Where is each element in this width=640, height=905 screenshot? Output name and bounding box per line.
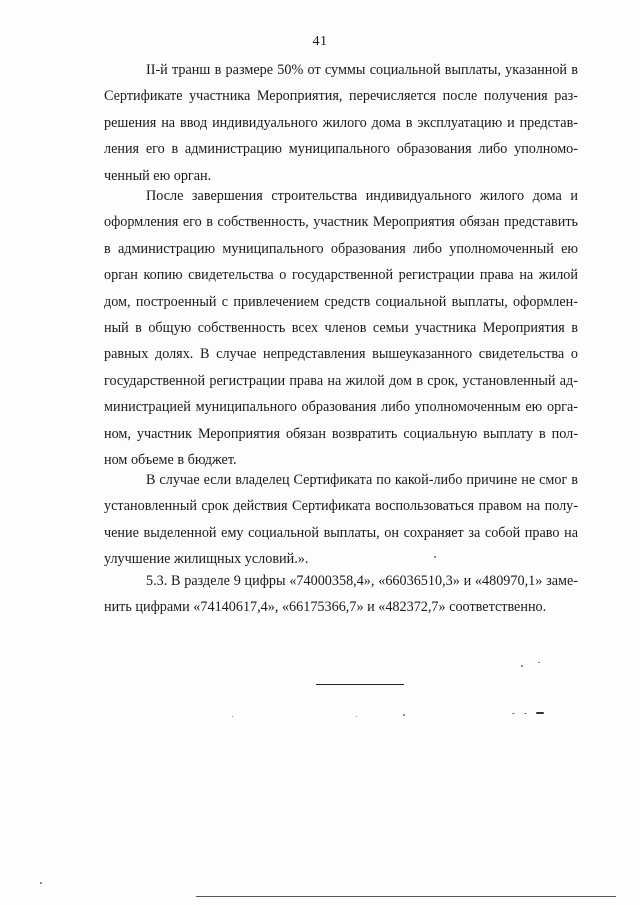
paragraph-second-tranche: [104, 57, 578, 189]
paragraph-line: нить цифрами «74140617,4», «66175366,7» и «482372,7» соответственно.: [104, 599, 547, 616]
scan-speck: [40, 882, 42, 884]
paragraph-line: дом, построенный с привлечением средств социальной выплаты, оформлен-: [104, 293, 578, 310]
paragraph-line: ном, участник Мероприятия обязан возвратить социальную выплату в пол-: [104, 425, 578, 442]
paragraph-line: В случае если владелец Сертификата по какой-либо причине не смог в: [146, 472, 578, 488]
paragraph-line: ный в общую собственность всех членов семьи участника Мероприятия в: [104, 319, 578, 336]
paragraph-line: решения на ввод индивидуального жилого дома в эксплуатацию и представ-: [104, 114, 578, 131]
paragraph-line: в администрацию муниципального образования либо уполномоченный ею: [104, 240, 578, 257]
paragraph-line: равных долях. В случае непредставления вышеуказанного свидетельства о: [104, 346, 578, 363]
paragraph-line: II-й транш в размере 50% от суммы социальной выплаты, указанной в: [146, 62, 578, 78]
paragraph-line: ления его в администрацию муниципального образования либо уполномо-: [104, 141, 578, 158]
end-separator-line: [316, 684, 404, 685]
page-number: 41: [312, 34, 328, 49]
paragraph-line: После завершения строительства индивидуального жилого дома и: [146, 188, 578, 204]
paragraph-line: чение выделенной ему социальной выплаты, он сохраняет за собой право на: [104, 524, 578, 541]
paragraph-line: оформления его в собственность, участник Мероприятия обязан представить: [104, 214, 578, 231]
paragraph-line: ном объеме в бюджет.: [104, 451, 237, 468]
scan-edge-line: [196, 896, 616, 897]
paragraph-line: ченный ею орган.: [104, 167, 212, 184]
paragraph-line: орган копию свидетельства о государственной регистрации права на жилой: [104, 267, 578, 284]
paragraph-line: улучшение жилищных условий.».: [104, 551, 309, 568]
paragraph-certificate-holder: [104, 467, 578, 573]
scan-speck: [512, 713, 515, 714]
scan-speck: [434, 556, 436, 558]
paragraph-line: установленный срок действия Сертификата воспользоваться правом на полу-: [104, 498, 578, 515]
scan-speck: [356, 716, 357, 717]
paragraph-line: министрацией муниципального образования либо уполномоченным ею орга-: [104, 399, 578, 416]
paragraph-section-5-3: [104, 568, 578, 621]
scan-speck: [521, 665, 523, 667]
scan-speck: [524, 713, 527, 714]
paragraph-after-construction: [104, 183, 578, 473]
paragraph-line: государственной регистрации права на жилой дом в срок, установленный ад-: [104, 372, 578, 389]
scan-speck: [538, 662, 540, 663]
scan-speck: [232, 716, 233, 717]
scan-speck: [536, 712, 544, 714]
paragraph-line: Сертификате участника Мероприятия, перечисляется после получения раз-: [104, 88, 578, 105]
paragraph-line: 5.3. В разделе 9 цифры «74000358,4», «66036510,3» и «480970,1» заме-: [146, 573, 578, 589]
scan-speck: [403, 714, 405, 716]
